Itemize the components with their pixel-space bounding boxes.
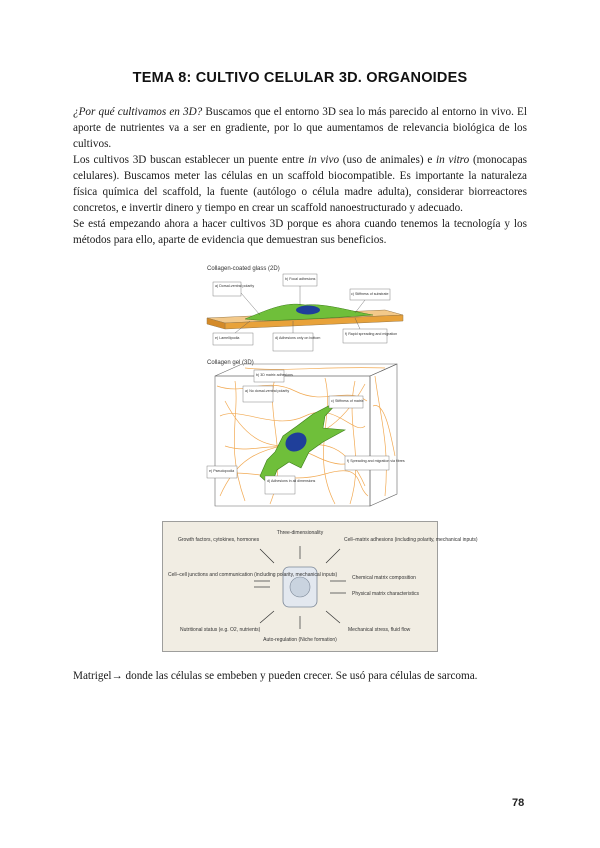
label-2d-d: d) Adhesions only on bottom <box>275 336 321 340</box>
label-3d-c: c) Stiffness of matrix <box>331 399 364 403</box>
caption-text: donde las células se embeben y pueden crecer. Se usó para células de sarcoma. <box>122 670 478 682</box>
label-3d-b: b) 3D matrix adhesions <box>256 373 293 377</box>
paragraph-text: (uso de animales) e <box>339 154 437 166</box>
label-3d-f: f) Spreading and migration via fibres <box>347 459 405 463</box>
label-cell-matrix: Cell–matrix adhesions (including polarity, mechanical inputs) <box>344 537 478 543</box>
paragraph-text: (monocapas celulares). Buscamos meter las células en un scaffold biocompatible. Es importante la naturaleza física química del scaffold, la fuente (autólogo o célula madre adulta), considerar biorreactores concretos, e invertir dinero y tiempo en crear un scaffold nanoestructurado y adecuado. <box>73 154 528 214</box>
nucleus-2d <box>296 306 320 315</box>
in-vitro-term: in vitro <box>436 154 470 166</box>
paragraph-text: Buscamos que el entorno 3D sea lo más parecido al entorno in vivo. El aporte de nutrientes va a ser en gradiente, por lo que aumentamos de relevancia biológica de los cultivos. <box>73 106 527 150</box>
label-2d-b: b) Focal adhesions <box>285 277 316 281</box>
label-2d-f: f) Rapid spreading and migration <box>345 332 398 336</box>
label-3d-e: e) Pseudopodia <box>209 469 235 473</box>
label-3d-d: d) Adhesions in all dimensions <box>267 479 316 483</box>
label-cell-cell: Cell–cell junctions and communication (including polarity, mechanical inputs) <box>168 572 338 578</box>
figure-3d-title: Collagen gel (3D) <box>207 360 254 366</box>
paragraph-text: Los cultivos 3D buscan establecer un puente entre <box>73 154 308 166</box>
label-2d-a: a) Dorsal-ventral polarity <box>215 284 255 288</box>
page-number: 78 <box>512 797 525 809</box>
label-chemical-matrix: Chemical matrix composition <box>352 575 416 581</box>
label-three-dimensionality: Three-dimensionality <box>276 530 324 536</box>
label-3d-a: a) No dorsal-ventral polarity <box>245 389 290 393</box>
paragraph-bridge <box>73 152 527 216</box>
matrigel-caption <box>73 668 527 684</box>
label-mechanical-stress: Mechanical stress, fluid flow <box>348 627 411 633</box>
figure-niche-factors <box>162 521 478 652</box>
body-text <box>73 104 527 248</box>
label-2d-e: e) Lamellipodia <box>215 336 240 340</box>
label-auto-regulation: Auto-regulation (Niche formation) <box>263 637 337 643</box>
caption-lead: Matrigel <box>73 670 112 682</box>
figure-2d-culture <box>205 263 405 363</box>
label-2d-c: c) Stiffness of substrate <box>351 292 389 296</box>
in-vivo-term: in vivo <box>307 154 340 166</box>
paragraph-why-3d <box>73 104 527 152</box>
arrow-icon: → <box>111 670 123 682</box>
label-physical-matrix: Physical matrix characteristics <box>352 591 419 597</box>
central-nucleus <box>290 577 310 597</box>
paragraph-technology: Se está empezando ahora a hacer cultivos 3D porque es ahora cuando tenemos la tecnología y los métodos para ello, aparte de evidencia que demuestran sus beneficios. <box>73 218 527 246</box>
label-nutritional: Nutritional status (e.g. O2, nutrients) <box>180 627 261 633</box>
label-growth-factors: Growth factors, cytokines, hormones <box>178 537 260 543</box>
figure-3d-culture <box>205 356 405 514</box>
question-text: ¿Por qué cultivamos en 3D? <box>73 106 203 118</box>
figure-2d-title: Collagen-coated glass (2D) <box>207 266 280 272</box>
page-title: TEMA 8: CULTIVO CELULAR 3D. ORGANOIDES <box>132 70 468 86</box>
